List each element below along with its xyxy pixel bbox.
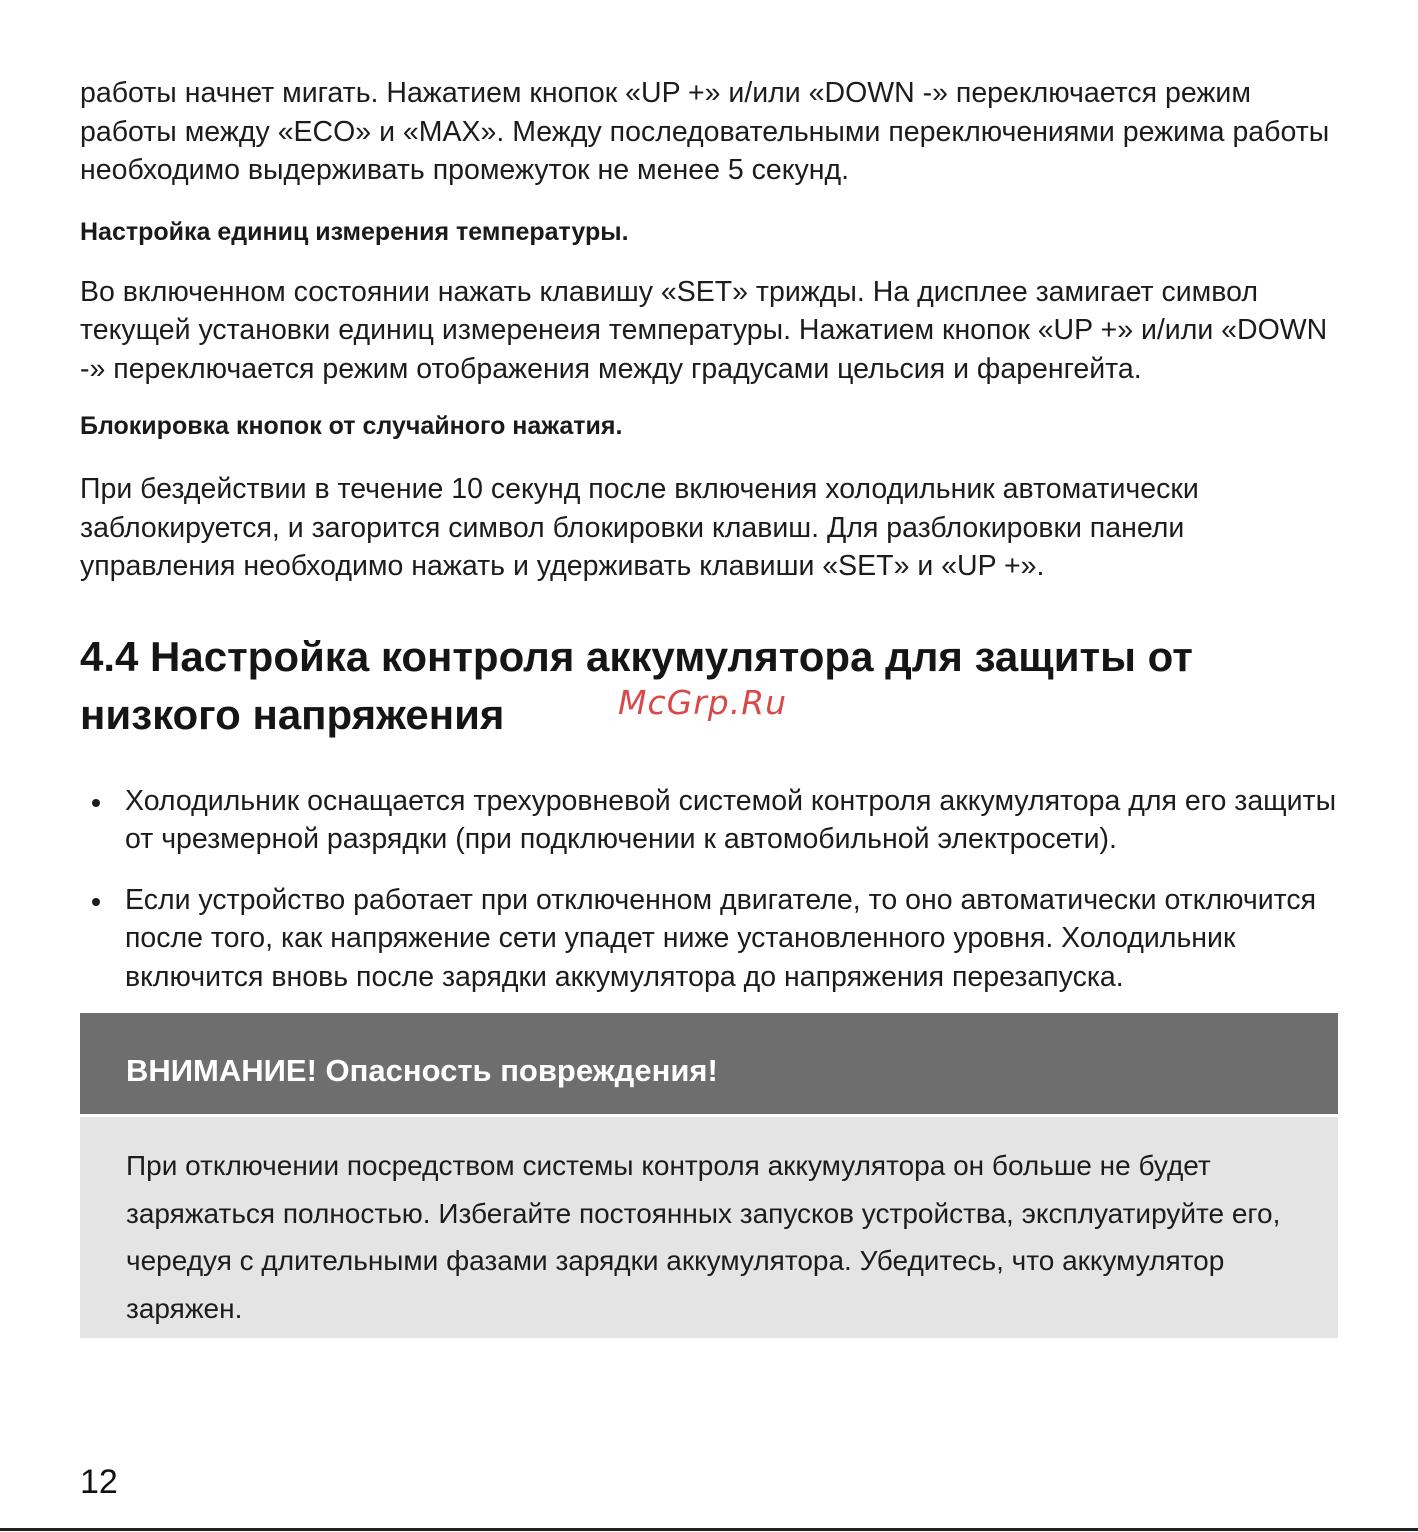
list-item-text: Если устройство работает при отключенном двигателе, то оно автоматически отключится после того, как напряжение сети упадет ниже установленного уровня. Холодильник включится вновь после зарядки аккумулятора до напряжения перезапуска. [125, 883, 1317, 993]
page-number: 12 [80, 1463, 118, 1501]
units-paragraph: Во включенном состоянии нажать клавишу «SET» трижды. На дисплее замигает символ текущей установки единиц измеренеия температуры. Нажатием кнопок «UP +» и/или «DOWN -» переключается режим отображения между градусами цельсия и фаренгейта. [80, 275, 1328, 385]
units-heading: Настройка единиц измерения температуры. [80, 217, 629, 246]
list-item [80, 782, 1338, 859]
section-title: 4.4 Настройка контроля аккумулятора для защиты от низкого напряжения [80, 632, 1193, 738]
warning-box [80, 1013, 1338, 1338]
bullet-list [80, 782, 1338, 997]
warning-title: ВНИМАНИЕ! Опасность повреждения! [80, 1013, 1338, 1114]
watermark: McGrp.Ru [618, 682, 788, 722]
lock-heading: Блокировка кнопок от случайного нажатия. [80, 412, 623, 440]
list-item [80, 881, 1338, 997]
lock-paragraph: При бездействии в течение 10 секунд после включения холодильник автоматически заблокируется, и загорится символ блокировки клавиш. Для разблокировки панели управления необходимо нажать и удерживать клавиши «SET» и «UP +». [80, 473, 1199, 582]
bullet-icon [92, 799, 100, 807]
bullet-icon [92, 898, 100, 906]
section-title-block [80, 628, 1338, 744]
warning-text: При отключении посредством системы контроля аккумулятора он больше не будет заряжаться полностью. Избегайте постоянных запусков устройства, эксплуатируйте его, чередуя с длительными фазами зарядки аккумулятора. Убедитесь, что аккумулятор заряжен. [80, 1117, 1338, 1338]
document-page [80, 74, 1338, 1338]
list-item-text: Холодильник оснащается трехуровневой системой контроля аккумулятора для его защиты от чрезмерной разрядки (при подключении к автомобильной электросети). [125, 784, 1337, 855]
page-bottom-divider [0, 1528, 1418, 1531]
intro-paragraph: работы начнет мигать. Нажатием кнопок «UP +» и/или «DOWN -» переключается режим работы между «ECO» и «MAX». Между последовательными переключениями режима работы необходимо выдерживать промежуток не менее 5 секунд. [80, 77, 1330, 186]
